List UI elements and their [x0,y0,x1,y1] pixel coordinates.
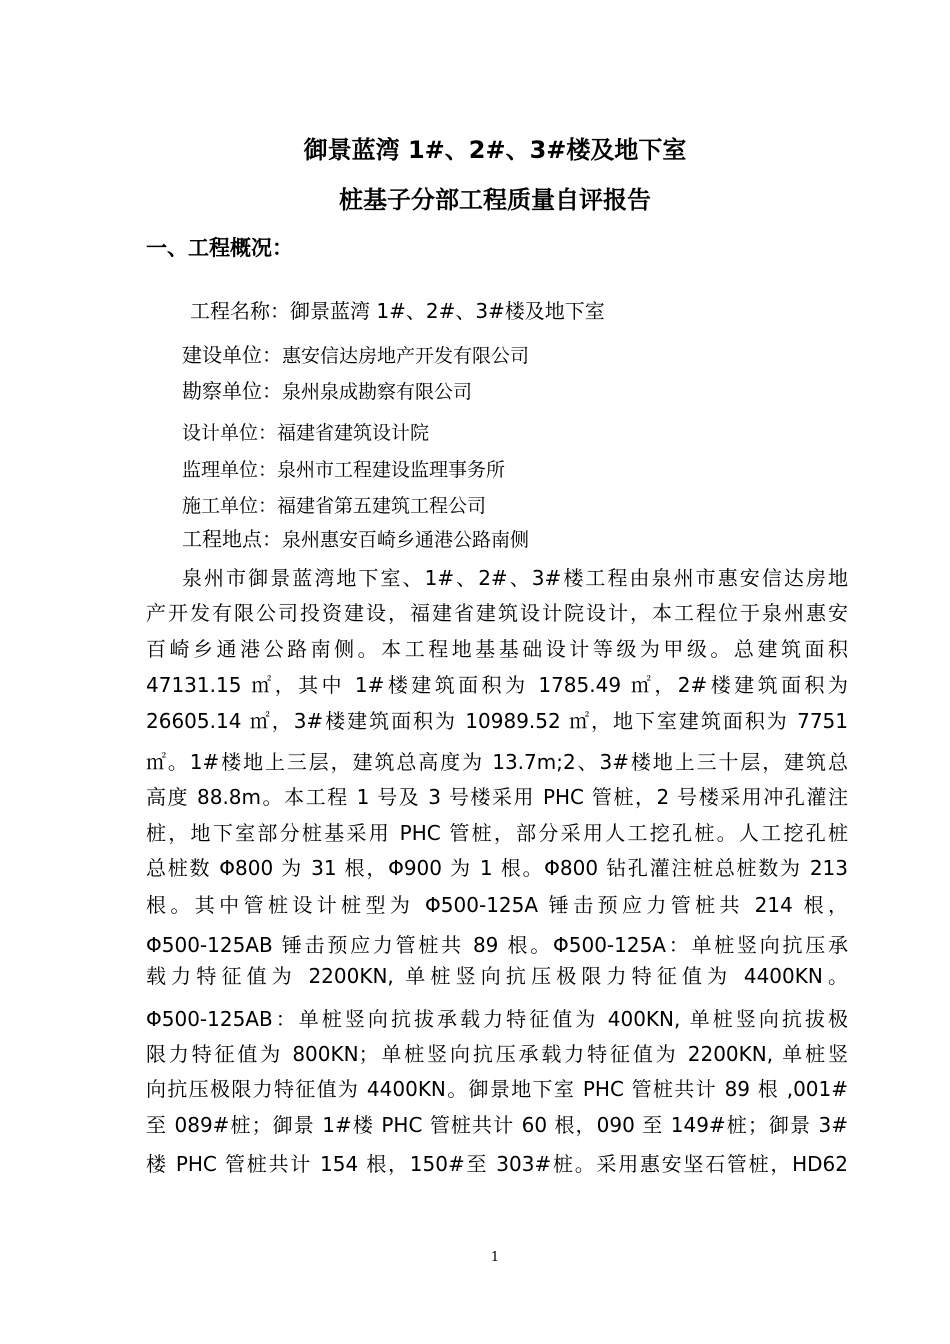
info-row-supervision [182,455,505,485]
info-label: 监理单位： [182,459,278,481]
paragraph-line: 至 089#桩；御景 1#楼 PHC 管桩共计 60 根，090 至 149#桩；御景 3# [146,1113,848,1137]
info-value: 御景蓝湾 1#、2#、3#楼及地下室 [290,299,605,323]
paragraph-line: 泉州市御景蓝湾地下室、1#、2#、3#楼工程由泉州市惠安信达房地 [182,566,848,590]
info-label: 工程地点： [182,527,282,551]
info-value: 福建省第五建筑工程公司 [277,495,487,517]
paragraph-line: Φ500-125AB：单桩竖向抗拔承载力特征值为 400KN, 单桩竖向抗拔极 [146,1007,848,1031]
paragraph-line: 高度 88.8m。本工程 1 号及 3 号楼采用 PHC 管桩，2 号楼采用冲孔灌注 [146,785,848,809]
paragraph-line: 总桩数 Φ800 为 31 根，Φ900 为 1 根。Φ800 钻孔灌注桩总桩数为 213 [146,856,848,880]
paragraph-line: 百崎乡通港公路南侧。本工程地基基础设计等级为甲级。总建筑面积 [146,637,848,661]
info-label: 勘察单位： [182,379,282,403]
paragraph-line: 26605.14 ㎡，3#楼建筑面积为 10989.52 ㎡，地下室建筑面积为 7751 [146,709,848,733]
document-title: 御景蓝湾 1#、2#、3#楼及地下室 [303,136,687,164]
page-number: 1 [490,1250,500,1265]
info-row-construction [182,491,486,521]
paragraph-line: 限力特征值为 800KN；单桩竖向抗压承载力特征值为 2200KN, 单桩竖 [146,1042,848,1066]
info-label: 建设单位： [182,343,282,367]
paragraph-line: 楼 PHC 管桩共计 154 根，150#至 303#桩。采用惠安坚石管桩，HD62 [146,1152,848,1176]
info-value: 泉州泉成勘察有限公司 [282,381,473,403]
paragraph-line: ㎡。1#楼地上三层，建筑总高度为 13.7m;2、3#楼地上三十层，建筑总 [146,750,848,774]
info-row-survey [182,376,472,406]
info-label: 设计单位： [182,422,278,444]
document-subtitle: 桩基子分部工程质量自评报告 [339,186,651,214]
info-row-location [182,524,529,554]
info-value: 泉州市工程建设监理事务所 [277,459,506,481]
paragraph-line: Φ500-125AB 锤击预应力管桩共 89 根。Φ500-125A：单桩竖向抗压承 [146,933,848,957]
paragraph-line: 向抗压极限力特征值为 4400KN。御景地下室 PHC 管桩共计 89 根 ,001# [146,1077,848,1101]
info-value: 惠安信达房地产开发有限公司 [282,345,530,367]
info-label: 施工单位： [182,495,278,517]
paragraph-line: 桩，地下室部分桩基采用 PHC 管桩，部分采用人工挖孔桩。人工挖孔桩 [146,821,848,845]
paragraph-line: 根。其中管桩设计桩型为 Φ500-125A 锤击预应力管桩共 214 根， [146,893,848,917]
info-value: 福建省建筑设计院 [277,422,430,444]
info-label: 工程名称： [190,299,290,323]
info-value: 泉州惠安百崎乡通港公路南侧 [282,529,530,551]
section-heading-overview: 一、工程概况： [146,236,293,260]
paragraph-line: 产开发有限公司投资建设，福建省建筑设计院设计，本工程位于泉州惠安 [146,601,848,625]
info-row-project-name [190,296,605,326]
info-row-developer [182,340,529,370]
paragraph-line: 载力特征值为 2200KN, 单桩竖向抗压极限力特征值为 4400KN。 [146,964,848,988]
info-row-design [182,418,429,448]
paragraph-line: 47131.15 ㎡，其中 1#楼建筑面积为 1785.49 ㎡，2#楼建筑面积为 [146,673,848,697]
